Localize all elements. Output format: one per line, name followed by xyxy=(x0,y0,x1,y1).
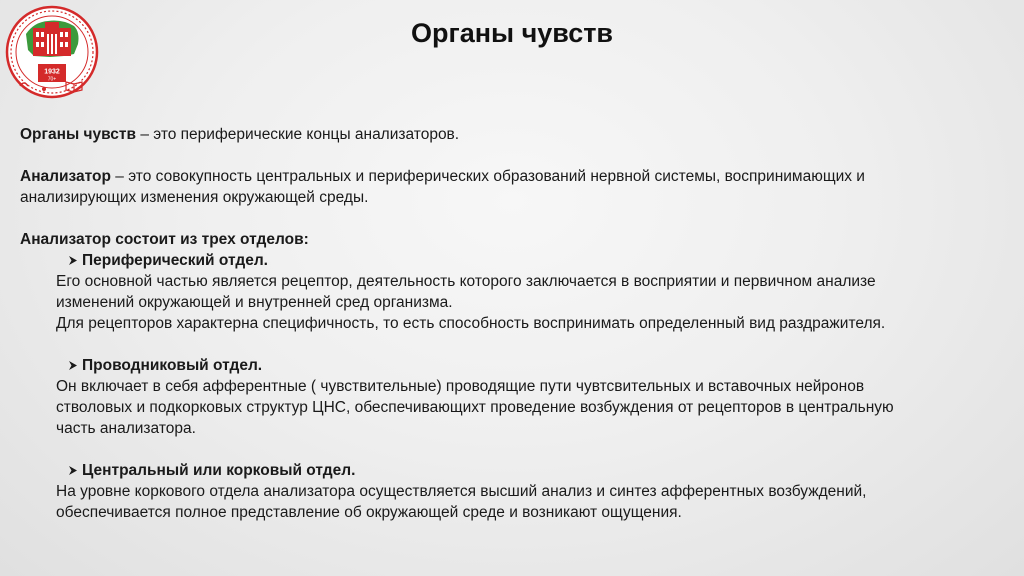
slide-title: Органы чувств xyxy=(410,18,614,48)
arrow-bullet-icon xyxy=(68,250,78,271)
section-heading-text: Проводниковый отдел. xyxy=(82,357,263,374)
section-peripheral xyxy=(56,250,1000,334)
section-heading-text: Центральный или корковый отдел. xyxy=(82,462,356,479)
logo-year: 1932 xyxy=(44,68,60,76)
analyzer-definition-line1: – это совокупность центральных и периферических образований нервной системы, воспринимающих и xyxy=(111,168,865,185)
section-line: Его основной частью является рецептор, деятельность которого заключается в восприятии и первичном анализе xyxy=(56,273,876,290)
slide-content xyxy=(20,124,1000,523)
section-line: обеспечивается полное представление об окружающей среде и возникают ощущения. xyxy=(56,504,682,521)
analyzer-paragraph xyxy=(20,166,1000,208)
section-heading xyxy=(68,250,1000,271)
section-central xyxy=(56,460,1000,523)
section-heading xyxy=(68,355,1000,376)
arrow-bullet-icon xyxy=(68,460,78,481)
section-line: изменений окружающей и внутренней сред организма. xyxy=(56,294,453,311)
section-line: стволовых и подкорковых структур ЦНС, обеспечивающихт проведение возбуждения от рецепторов в центральную xyxy=(56,399,894,416)
parts-heading: Анализатор состоит из трех отделов: xyxy=(20,231,309,248)
section-heading xyxy=(68,460,1000,481)
intro-paragraph xyxy=(20,124,1000,145)
intro-definition: – это периферические концы анализаторов. xyxy=(136,126,460,143)
arrow-bullet-icon xyxy=(68,355,78,376)
section-line: Для рецепторов характерна специфичность, то есть способность воспринимать определенный вид раздражителя. xyxy=(56,315,886,332)
section-conductive xyxy=(56,355,1000,439)
section-line: часть анализатора. xyxy=(56,420,196,437)
intro-term: Органы чувств xyxy=(20,126,137,143)
analyzer-definition-line2: анализирующих изменения окружающей среды. xyxy=(20,189,369,206)
section-heading-text: Периферический отдел. xyxy=(82,252,268,269)
section-line: Он включает в себя афферентные ( чувствительные) проводящие пути чувтсвительных и вставочных нейронов xyxy=(56,378,865,395)
section-line: На уровне коркового отдела анализатора осуществляется высший анализ и синтез афферентных возбуждений, xyxy=(56,483,867,500)
analyzer-term: Анализатор xyxy=(20,168,111,185)
logo-badge: 70+ xyxy=(47,76,57,83)
